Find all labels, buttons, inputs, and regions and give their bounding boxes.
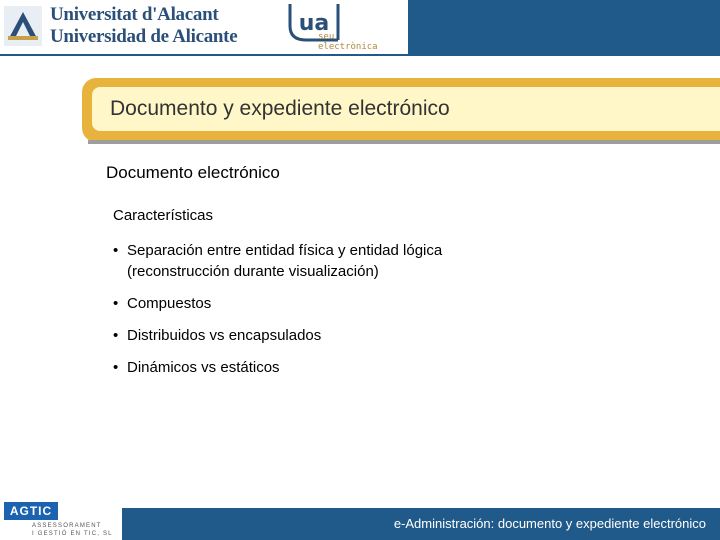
bullet-text: Distribuidos vs encapsulados — [127, 327, 322, 344]
bullet-text: Compuestos — [127, 295, 212, 312]
agtic-subtitle — [32, 522, 113, 538]
agtic-subtitle-line2: I GESTIÓ EN TIC, SL — [32, 531, 113, 537]
university-name-line1: Universitat d'Alacant — [50, 4, 219, 25]
bullet-icon: • — [113, 295, 119, 312]
bullet-icon: • — [113, 242, 119, 259]
bullet-item — [113, 325, 633, 346]
bullet-item — [113, 357, 633, 378]
ua-subtitle-line2: electrònica — [318, 42, 378, 52]
footer-caption: e-Administración: documento y expediente electrónico — [393, 516, 706, 531]
slide-title: Documento y expediente electrónico — [110, 97, 450, 120]
agtic-logo-text: AGTIC — [9, 504, 53, 518]
university-logo-icon — [4, 6, 42, 46]
bullet-icon: • — [113, 327, 119, 344]
ua-subtitle — [318, 32, 378, 52]
ua-logo-text: ua — [298, 11, 330, 36]
slide-subtitle: Documento electrónico — [106, 163, 280, 182]
bullet-item — [113, 293, 633, 314]
ua-subtitle-line1: seu — [318, 32, 335, 42]
university-name-line2: Universidad de Alicante — [50, 26, 238, 47]
agtic-subtitle-line1: ASSESSORAMENT — [32, 523, 102, 529]
title-shadow — [88, 140, 720, 144]
bullet-icon: • — [113, 359, 119, 376]
bullet-item — [113, 240, 633, 282]
bullet-text: Separación entre entidad física y entidad lógica — [127, 242, 443, 259]
bullet-text-continuation: (reconstrucción durante visualización) — [127, 263, 379, 280]
bullet-list — [113, 240, 633, 389]
header-rule — [0, 54, 408, 56]
university-name — [50, 4, 237, 48]
header-band — [408, 0, 720, 56]
section-heading: Características — [113, 207, 214, 224]
bullet-text: Dinámicos vs estáticos — [127, 359, 280, 376]
